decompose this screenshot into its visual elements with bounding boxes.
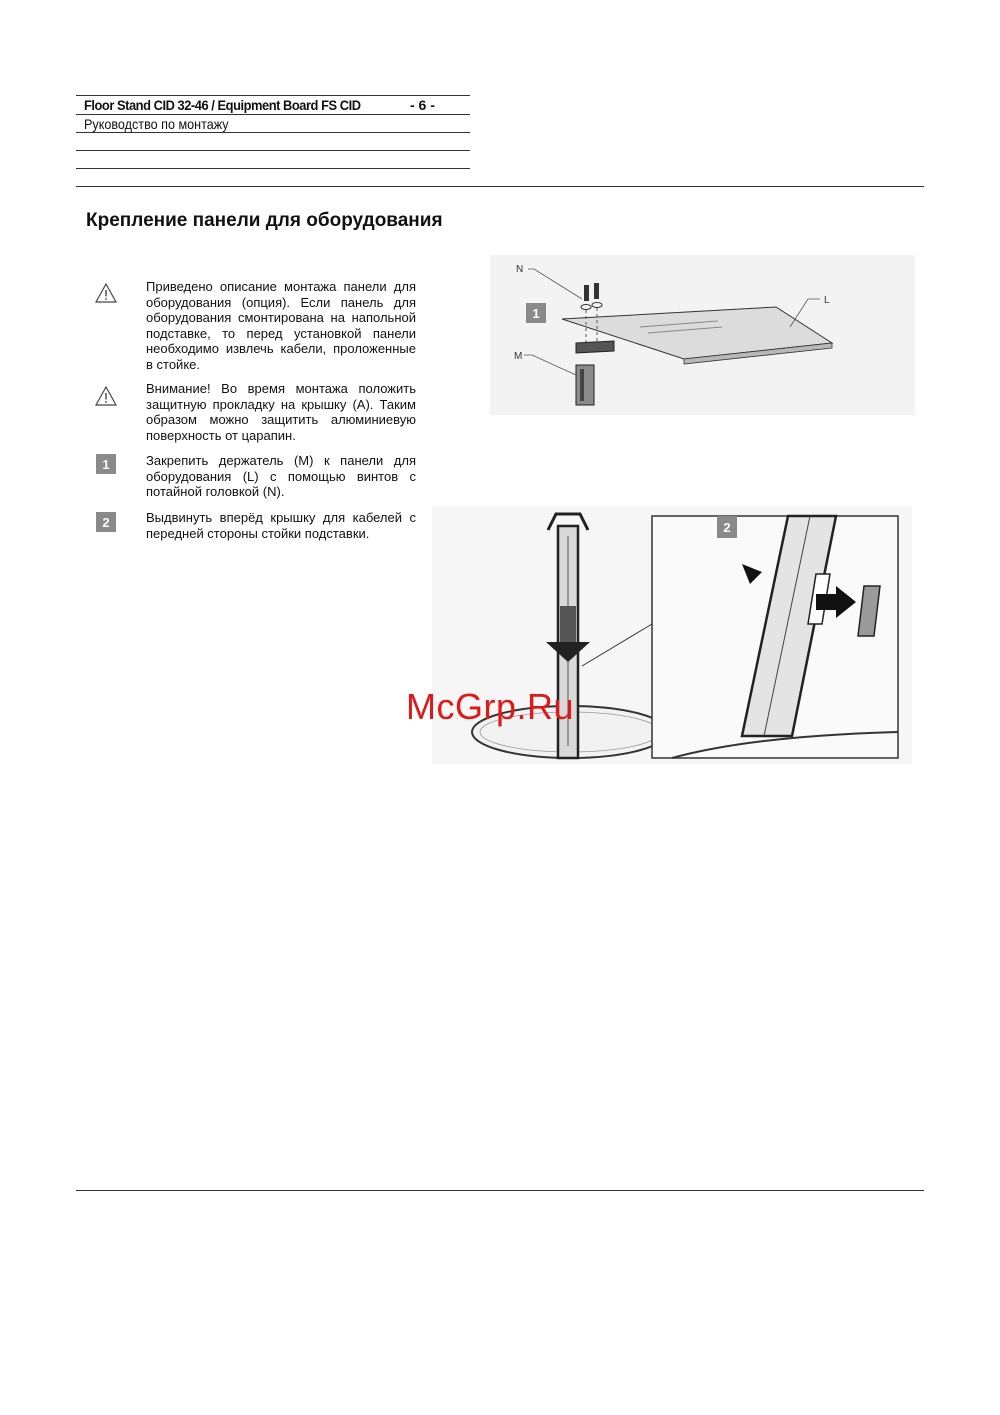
header-top-rule <box>76 95 470 96</box>
label-l: L <box>824 295 830 306</box>
document-subtitle: Руководство по монтажу <box>84 116 229 132</box>
holder-bracket <box>576 365 594 405</box>
figure-step-1 <box>490 255 915 415</box>
screw <box>594 283 599 299</box>
label-n: N <box>516 264 524 275</box>
figure-step-number: 2 <box>723 520 731 535</box>
section-title: Крепление панели для оборудования <box>86 210 443 231</box>
step-text: Выдвинуть вперёд крышку для кабелей с передней стороны стойки подставки. <box>146 510 416 541</box>
figure-step-number: 1 <box>532 306 540 321</box>
header-rule <box>76 150 470 151</box>
footer-rule <box>76 1190 924 1191</box>
section-divider <box>76 186 924 187</box>
step-text: Закрепить держатель (M) к панели для оборудования (L) с помощью винтов с потайной головкой (N). <box>146 453 416 500</box>
header-rule <box>76 132 470 133</box>
step-number-badge: 1 <box>96 454 116 474</box>
warning-icon <box>95 283 117 303</box>
label-m: M <box>514 351 523 362</box>
page-number: - 6 - <box>410 97 435 113</box>
screw <box>584 285 589 301</box>
note-text: Внимание! Во время монтажа положить защитную прокладку на крышку (A). Таким образом можно защитить алюминиевую поверхность от царапин. <box>146 381 416 443</box>
warning-icon <box>95 386 117 406</box>
note-text: Приведено описание монтажа панели для оборудования (опция). Если панель для оборудования смонтирована на напольной подставке, то перед установкой панели необходимо извлечь кабели, проложенные в стойке. <box>146 279 416 372</box>
step-number-badge: 2 <box>96 512 116 532</box>
watermark: McGrp.Ru <box>406 686 575 727</box>
document-title: Floor Stand CID 32-46 / Equipment Board FS CID <box>84 97 361 113</box>
header-rule <box>76 114 470 115</box>
header-rule <box>76 168 470 169</box>
